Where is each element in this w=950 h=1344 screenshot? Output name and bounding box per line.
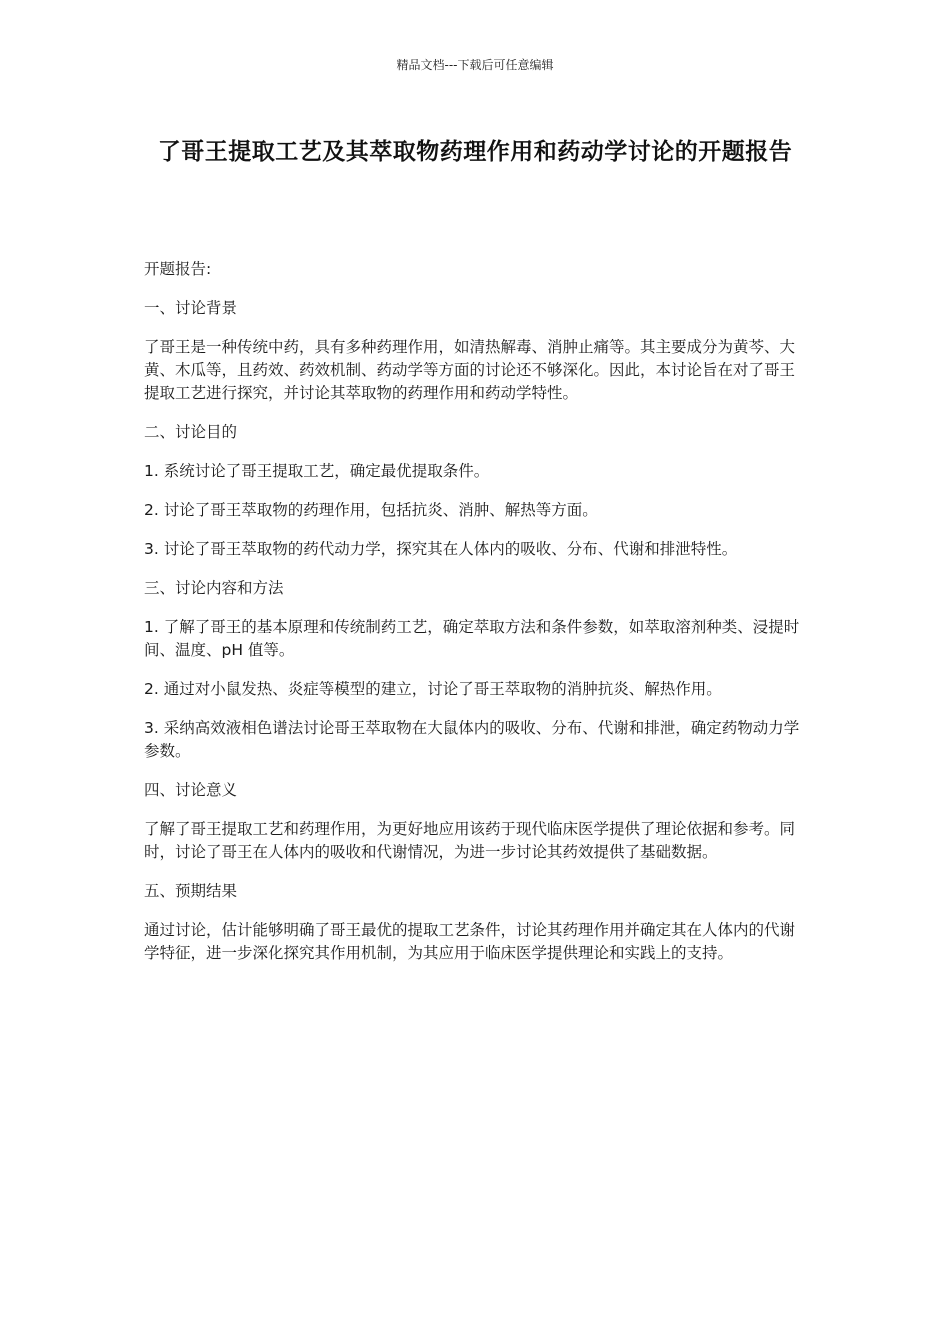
document-title: 了哥王提取工艺及其萃取物药理作用和药动学讨论的开题报告 [157,139,793,165]
paragraph: 2. 通过对小鼠发热、炎症等模型的建立，讨论了哥王萃取物的消肿抗炎、解热作用。 [144,680,722,698]
header-note: 精品文档---下载后可任意编辑 [396,58,554,72]
paragraph: 3. 采纳高效液相色谱法讨论哥王萃取物在大鼠体内的吸收、分布、代谢和排泄，确定药物动力学参数。 [144,719,800,760]
paragraph: 1. 系统讨论了哥王提取工艺，确定最优提取条件。 [144,462,490,480]
section-heading-purpose: 二、讨论目的 [144,423,238,441]
section-heading-content-methods: 三、讨论内容和方法 [144,579,284,597]
paragraph: 了哥王是一种传统中药，具有多种药理作用，如清热解毒、消肿止痛等。其主要成分为黄芩、大黄、木瓜等，且药效、药效机制、药动学等方面的讨论还不够深化。因此，本讨论旨在对了哥王提取工艺进行探究，并讨论其萃取物的药理作用和药动学特性。 [144,338,796,402]
paragraph: 了解了哥王提取工艺和药理作用，为更好地应用该药于现代临床医学提供了理论依据和参考。同时，讨论了哥王在人体内的吸收和代谢情况，为进一步讨论其药效提供了基础数据。 [144,820,796,861]
paragraph: 3. 讨论了哥王萃取物的药代动力学，探究其在人体内的吸收、分布、代谢和排泄特性。 [144,540,738,558]
document-body [144,258,808,981]
section-heading-expected-results: 五、预期结果 [144,882,238,900]
intro-label: 开题报告: [144,260,212,278]
paragraph: 1. 了解了哥王的基本原理和传统制药工艺，确定萃取方法和条件参数，如萃取溶剂种类、浸提时间、温度、pH 值等。 [144,618,800,659]
paragraph: 通过讨论，估计能够明确了哥王最优的提取工艺条件，讨论其药理作用并确定其在人体内的代谢学特征，进一步深化探究其作用机制，为其应用于临床医学提供理论和实践上的支持。 [144,921,796,962]
section-heading-background: 一、讨论背景 [144,299,238,317]
section-heading-significance: 四、讨论意义 [144,781,238,799]
paragraph: 2. 讨论了哥王萃取物的药理作用，包括抗炎、消肿、解热等方面。 [144,501,598,519]
